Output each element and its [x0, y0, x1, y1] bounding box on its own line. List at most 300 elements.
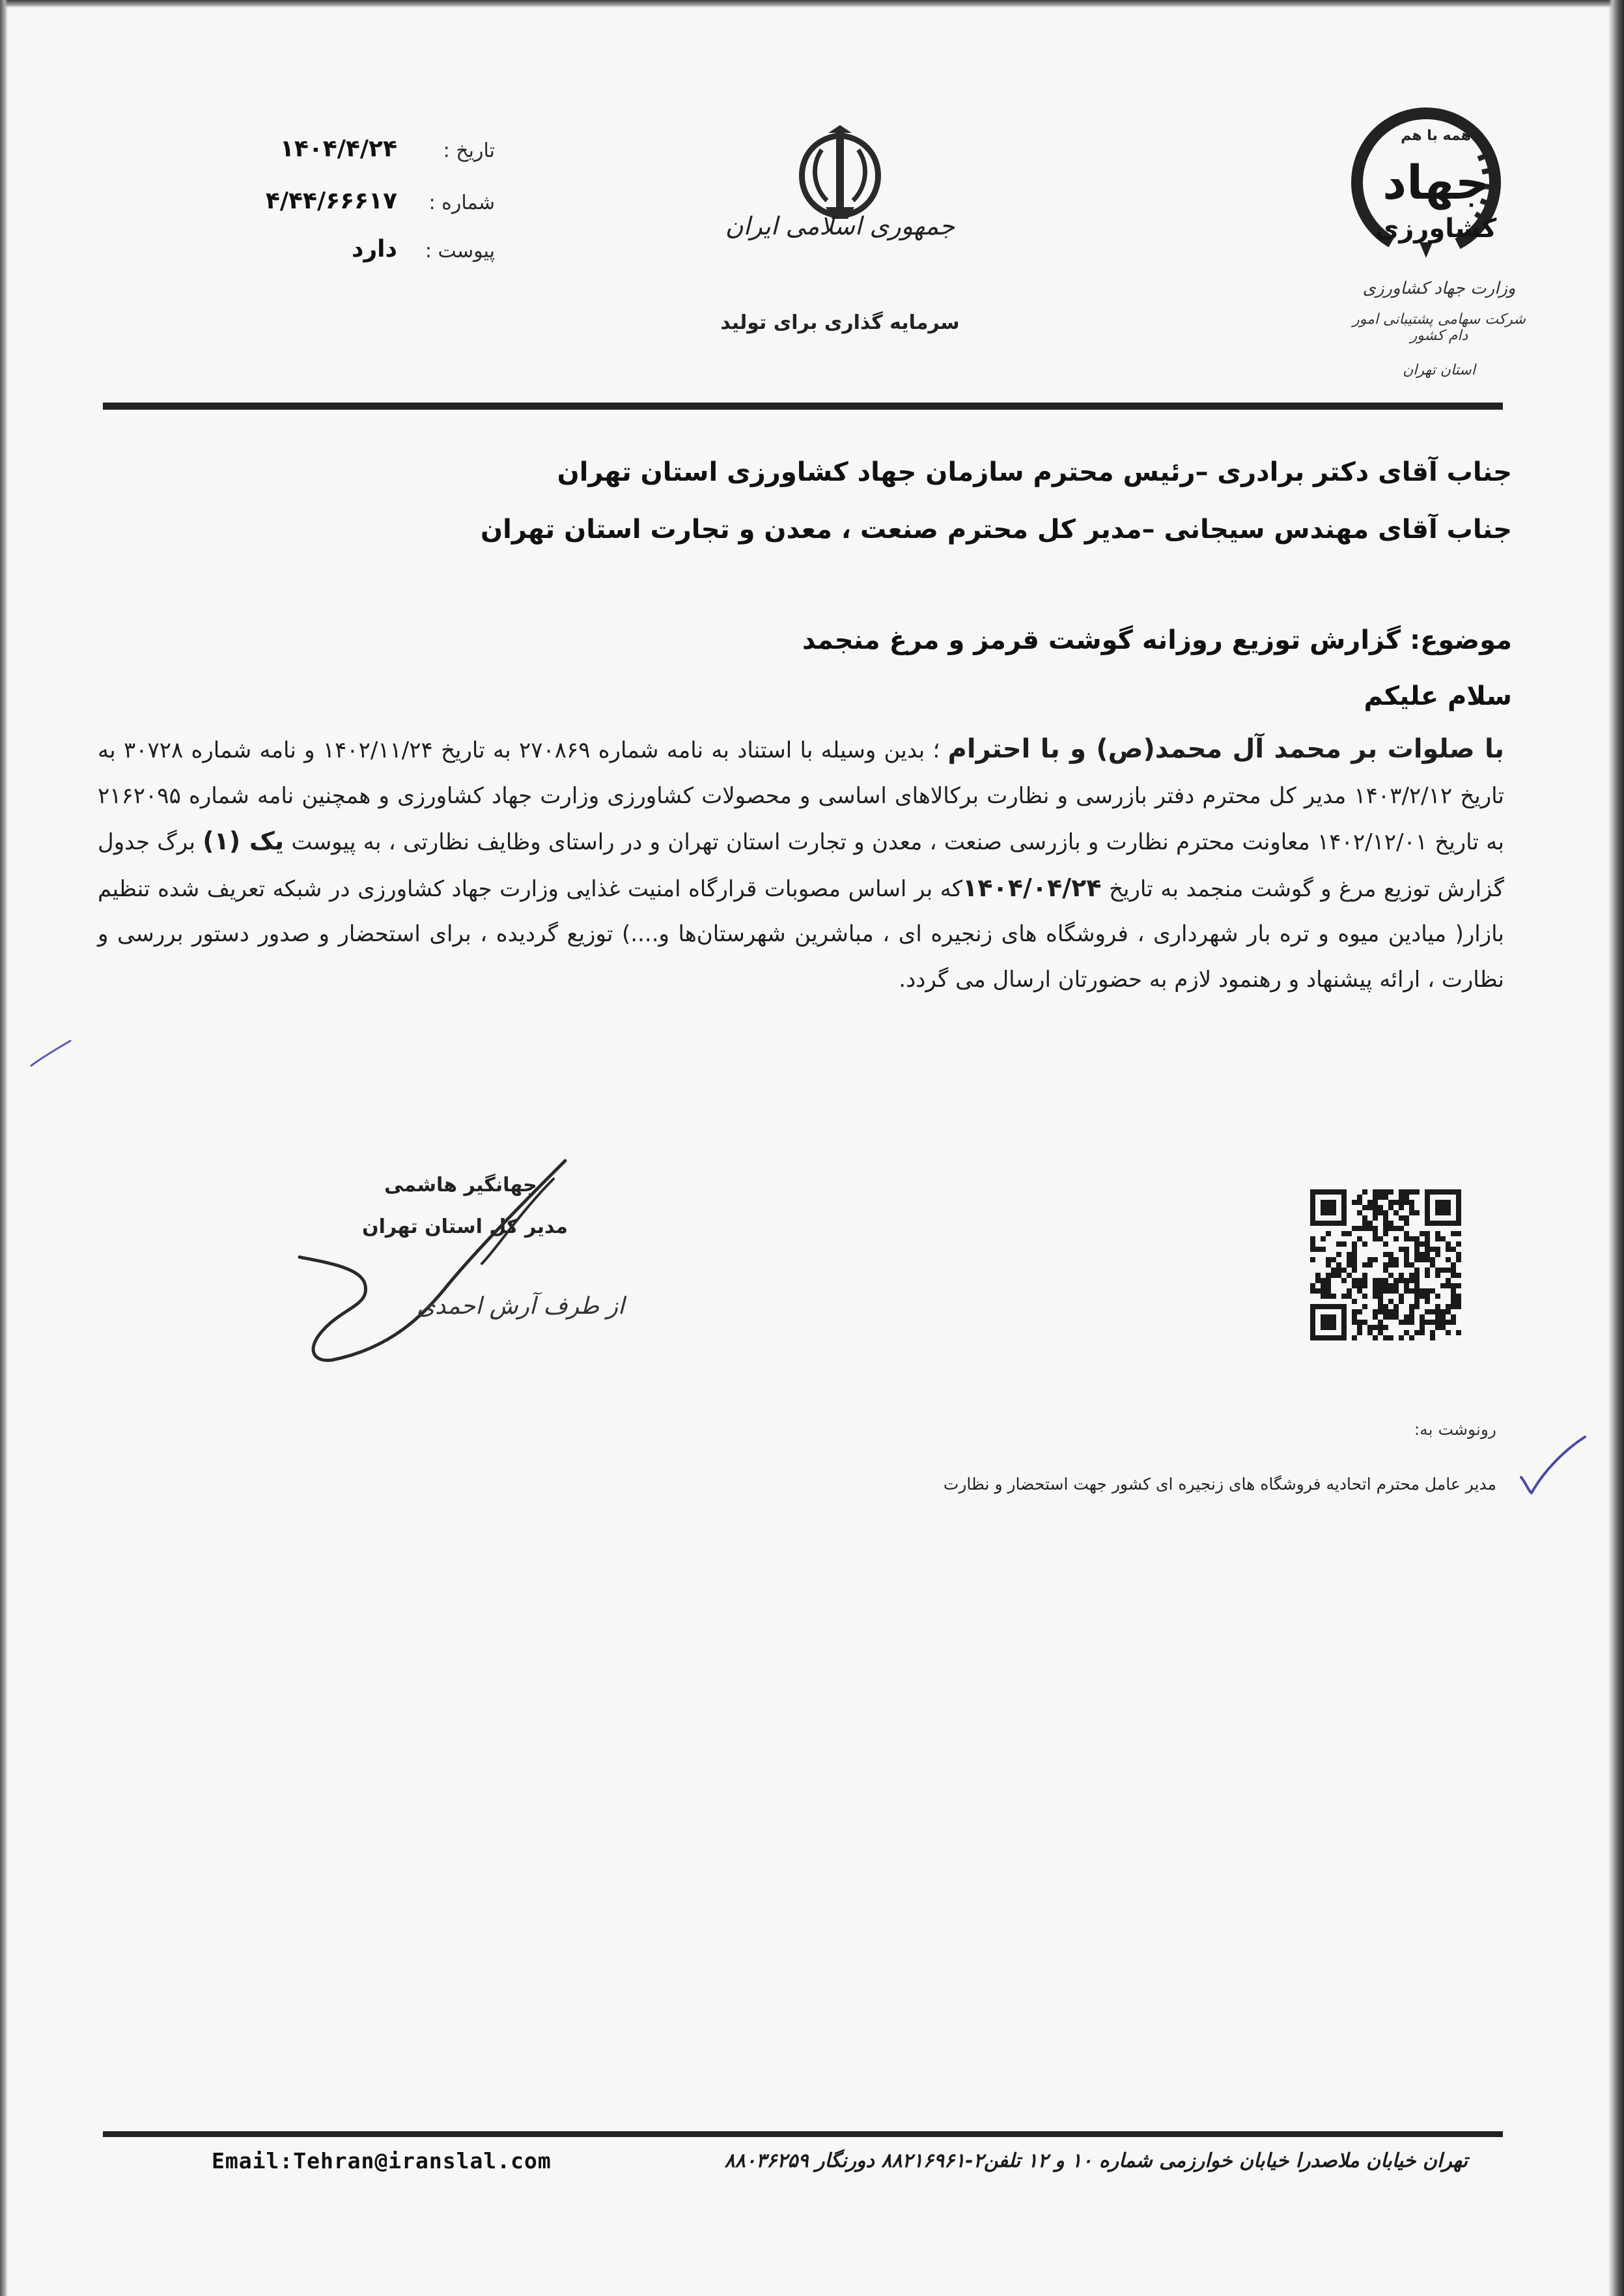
qr-module	[1310, 1330, 1315, 1335]
qr-module	[1326, 1273, 1331, 1278]
qr-module	[1435, 1309, 1440, 1314]
qr-module	[1321, 1200, 1326, 1205]
qr-module	[1357, 1325, 1362, 1330]
qr-module	[1456, 1221, 1461, 1226]
qr-module	[1378, 1283, 1383, 1288]
qr-module	[1409, 1288, 1414, 1294]
qr-module	[1393, 1283, 1399, 1288]
qr-module	[1451, 1288, 1456, 1294]
qr-module	[1399, 1273, 1404, 1278]
qr-module	[1456, 1215, 1461, 1221]
qr-module	[1315, 1221, 1321, 1226]
qr-module	[1310, 1195, 1315, 1200]
qr-module	[1435, 1221, 1440, 1226]
qr-module	[1362, 1294, 1367, 1299]
qr-module	[1404, 1200, 1409, 1205]
qr-module	[1435, 1325, 1440, 1330]
date-row	[156, 135, 495, 172]
qr-module	[1352, 1283, 1357, 1288]
qr-module	[1336, 1262, 1341, 1268]
qr-module	[1321, 1210, 1326, 1215]
qr-module	[1399, 1215, 1404, 1221]
emblem-caption: جمهوری اسلامی ایران	[725, 212, 955, 240]
qr-module	[1310, 1304, 1315, 1309]
qr-module	[1420, 1314, 1425, 1320]
qr-module	[1414, 1210, 1420, 1215]
qr-module	[1435, 1205, 1440, 1210]
qr-module	[1347, 1288, 1352, 1294]
qr-module	[1440, 1236, 1446, 1241]
qr-module	[1362, 1320, 1367, 1325]
qr-module	[1326, 1304, 1331, 1309]
qr-module	[1409, 1210, 1414, 1215]
qr-module	[1388, 1283, 1393, 1288]
qr-module	[1420, 1320, 1425, 1325]
qr-module	[1399, 1189, 1404, 1195]
qr-code-graphic	[1310, 1189, 1461, 1340]
qr-module	[1383, 1288, 1388, 1294]
cc-label: رونوشت به:	[1414, 1420, 1496, 1439]
body-part-1: ؛ بدین وسیله با استناد به نامه شماره ۲۷۰۸۶۹ به تاریخ ۱۴۰۲/۱۱/۲۴ و نامه شماره ۳۰۷۲۸ به تاریخ ۱۴۰۳/۲/۱۲ مدیر کل محترم دفتر بازرسی و نظارت برکالاهای اساسی و محصولات کشاورزی وزارت جهاد کشاورزی و همچنین نامه شماره ۲۱۶۲۰۹۵ به تاریخ ۱۴۰۲/۱۲/۰۱ معاونت محترم نظارت و بازرسی صنعت ، معدن و تجارت استان تهران و در راستای وظایف نظارتی ، به پیوست	[98, 737, 1504, 855]
body-report-date: ۱۴۰۴/۰۴/۲۴	[962, 873, 1102, 902]
qr-module	[1388, 1200, 1393, 1205]
qr-module	[1352, 1299, 1357, 1304]
qr-module	[1341, 1320, 1347, 1325]
qr-module	[1404, 1278, 1409, 1283]
qr-module	[1367, 1330, 1373, 1335]
qr-module	[1326, 1231, 1331, 1236]
qr-module	[1399, 1335, 1404, 1340]
qr-module	[1347, 1262, 1352, 1268]
qr-module	[1430, 1309, 1435, 1314]
qr-module	[1430, 1288, 1435, 1294]
qr-module	[1341, 1195, 1347, 1200]
qr-module	[1388, 1299, 1393, 1304]
qr-module	[1378, 1304, 1383, 1309]
qr-module	[1393, 1200, 1399, 1205]
qr-module	[1367, 1262, 1373, 1268]
qr-module	[1409, 1236, 1414, 1241]
qr-module	[1326, 1257, 1331, 1262]
qr-module	[1310, 1200, 1315, 1205]
qr-module	[1378, 1288, 1383, 1294]
qr-module	[1326, 1288, 1331, 1294]
qr-module	[1404, 1320, 1409, 1325]
qr-module	[1310, 1221, 1315, 1226]
scan-border-top	[0, 0, 1624, 8]
qr-module	[1456, 1257, 1461, 1262]
qr-module	[1425, 1273, 1430, 1278]
qr-module	[1326, 1205, 1331, 1210]
qr-module	[1435, 1314, 1440, 1320]
qr-module	[1425, 1189, 1430, 1195]
letter-body	[98, 727, 1504, 1002]
qr-module	[1310, 1335, 1315, 1340]
qr-module	[1430, 1335, 1435, 1340]
qr-module	[1352, 1257, 1357, 1262]
qr-module	[1393, 1314, 1399, 1320]
body-part-2: برگ جدول گزارش توزیع مرغ و گوشت منجمد به تاریخ	[98, 829, 1504, 902]
qr-module	[1425, 1215, 1430, 1221]
qr-module	[1420, 1330, 1425, 1335]
qr-module	[1362, 1304, 1367, 1309]
qr-module	[1310, 1210, 1315, 1215]
qr-module	[1310, 1257, 1315, 1262]
qr-module	[1409, 1309, 1414, 1314]
qr-module	[1315, 1304, 1321, 1309]
qr-module	[1331, 1189, 1336, 1195]
qr-module	[1357, 1283, 1362, 1288]
qr-module	[1331, 1314, 1336, 1320]
qr-module	[1341, 1325, 1347, 1330]
qr-module	[1404, 1262, 1409, 1268]
qr-module	[1393, 1278, 1399, 1283]
qr-module	[1352, 1335, 1357, 1340]
qr-module	[1404, 1236, 1409, 1241]
qr-module	[1347, 1294, 1352, 1299]
qr-module	[1404, 1288, 1409, 1294]
body-lead: با صلوات بر محمد آل محمد(ص) و با احترام	[947, 734, 1505, 764]
qr-module	[1409, 1320, 1414, 1325]
qr-module	[1378, 1205, 1383, 1210]
qr-module	[1425, 1195, 1430, 1200]
qr-module	[1440, 1200, 1446, 1205]
qr-module	[1336, 1304, 1341, 1309]
qr-module	[1425, 1200, 1430, 1205]
qr-module	[1420, 1294, 1425, 1299]
qr-module	[1409, 1200, 1414, 1205]
qr-module	[1347, 1257, 1352, 1262]
qr-module	[1326, 1283, 1331, 1288]
qr-module	[1435, 1210, 1440, 1215]
qr-module	[1341, 1268, 1347, 1273]
qr-module	[1321, 1288, 1326, 1294]
qr-module	[1446, 1247, 1451, 1252]
qr-module	[1409, 1314, 1414, 1320]
signatory-name: جهانگیر هاشمی	[384, 1174, 537, 1197]
qr-module	[1310, 1247, 1315, 1252]
qr-module	[1378, 1299, 1383, 1304]
qr-module	[1456, 1231, 1461, 1236]
qr-module	[1456, 1283, 1461, 1288]
qr-module	[1446, 1309, 1451, 1314]
qr-module	[1352, 1241, 1357, 1247]
qr-module	[1321, 1325, 1326, 1330]
qr-module	[1331, 1268, 1336, 1273]
qr-module	[1425, 1288, 1430, 1294]
qr-module	[1315, 1273, 1321, 1278]
qr-module	[1388, 1205, 1393, 1210]
qr-module	[1310, 1189, 1315, 1195]
qr-module	[1430, 1189, 1435, 1195]
qr-module	[1315, 1189, 1321, 1195]
qr-module	[1383, 1195, 1388, 1200]
qr-module	[1451, 1294, 1456, 1299]
qr-module	[1456, 1330, 1461, 1335]
body-attachment-count: یک (۱)	[203, 827, 285, 855]
qr-module	[1373, 1314, 1378, 1320]
qr-module	[1456, 1189, 1461, 1195]
qr-module	[1341, 1200, 1347, 1205]
qr-module	[1373, 1205, 1378, 1210]
qr-module	[1373, 1226, 1378, 1231]
logo-sub-text: کشاورزی	[1375, 214, 1497, 244]
addressee-2: جناب آقای مهندس سیجانی –مدیر کل محترم صنعت ، معدن و تجارت استان تهران	[481, 515, 1512, 545]
qr-module	[1352, 1309, 1357, 1314]
jihad-keshavarzi-logo-icon	[1341, 104, 1530, 293]
qr-module	[1362, 1278, 1367, 1283]
qr-module	[1357, 1210, 1362, 1215]
qr-module	[1321, 1278, 1326, 1283]
qr-module	[1435, 1273, 1440, 1278]
qr-module	[1414, 1294, 1420, 1299]
qr-module	[1440, 1221, 1446, 1226]
qr-module	[1435, 1268, 1440, 1273]
body-part-3: که بر اساس مصوبات قرارگاه امنیت غذایی وزارت جهاد کشاورزی در شبکه تعریف شده تنظیم بازار( میادین میوه و تره بار شهرداری ، فروشگاه های زنجیره ای ، مباشرین شهرستان‌ها و....) توزیع گردیده ، برای استحضار و صدور دستور بررسی و نظارت ، ارائه پیشنهاد و رهنمود لازم به حضورتان ارسال می گردد.	[98, 875, 1504, 993]
qr-module	[1362, 1215, 1367, 1221]
qr-module	[1341, 1221, 1347, 1226]
qr-module	[1404, 1257, 1409, 1262]
qr-module	[1367, 1221, 1373, 1226]
qr-module	[1399, 1299, 1404, 1304]
qr-module	[1331, 1257, 1336, 1262]
qr-module	[1399, 1226, 1404, 1231]
subject-line: موضوع: گزارش توزیع روزانه گوشت قرمز و مرغ منجمد	[802, 625, 1512, 655]
qr-module	[1456, 1304, 1461, 1309]
qr-module	[1388, 1314, 1393, 1320]
qr-module	[1357, 1309, 1362, 1314]
qr-module	[1378, 1189, 1383, 1195]
qr-module	[1310, 1236, 1315, 1241]
qr-module	[1414, 1247, 1420, 1252]
qr-module	[1414, 1268, 1420, 1273]
qr-module	[1420, 1257, 1425, 1262]
qr-module	[1456, 1195, 1461, 1200]
qr-module	[1331, 1273, 1336, 1278]
qr-module	[1383, 1309, 1388, 1314]
qr-module	[1414, 1304, 1420, 1309]
qr-module	[1331, 1320, 1336, 1325]
qr-module	[1357, 1195, 1362, 1200]
qr-module	[1378, 1325, 1383, 1330]
date-label: تاریخ :	[443, 139, 495, 162]
qr-module	[1362, 1241, 1367, 1247]
qr-module	[1326, 1320, 1331, 1325]
qr-module	[1352, 1314, 1357, 1320]
qr-module	[1420, 1241, 1425, 1247]
qr-module	[1399, 1205, 1404, 1210]
qr-module	[1310, 1314, 1315, 1320]
qr-module	[1362, 1189, 1367, 1195]
qr-module	[1326, 1189, 1331, 1195]
qr-module	[1352, 1252, 1357, 1257]
qr-module	[1336, 1335, 1341, 1340]
qr-module	[1404, 1231, 1409, 1236]
qr-module	[1373, 1325, 1378, 1330]
qr-module	[1404, 1330, 1409, 1335]
qr-module	[1399, 1247, 1404, 1252]
qr-module	[1440, 1189, 1446, 1195]
qr-module	[1451, 1221, 1456, 1226]
scan-border-left	[0, 0, 8, 2296]
qr-module	[1425, 1236, 1430, 1241]
qr-module	[1435, 1320, 1440, 1325]
qr-module	[1341, 1205, 1347, 1210]
qr-module	[1341, 1304, 1347, 1309]
qr-module	[1341, 1215, 1347, 1221]
qr-module	[1409, 1278, 1414, 1283]
qr-module	[1420, 1231, 1425, 1236]
qr-module	[1425, 1241, 1430, 1247]
qr-module	[1357, 1200, 1362, 1205]
qr-module	[1456, 1273, 1461, 1278]
qr-module	[1420, 1288, 1425, 1294]
qr-module	[1383, 1283, 1388, 1288]
qr-module	[1352, 1268, 1357, 1273]
company-name: شرکت سهامی پشتیبانی امور دام کشور	[1352, 311, 1526, 344]
qr-module	[1336, 1273, 1341, 1278]
qr-module	[1378, 1294, 1383, 1299]
qr-module	[1414, 1278, 1420, 1283]
qr-module	[1388, 1262, 1393, 1268]
qr-module	[1357, 1320, 1362, 1325]
qr-module	[1404, 1215, 1409, 1221]
qr-code-icon	[1310, 1189, 1461, 1340]
qr-module	[1388, 1335, 1393, 1340]
qr-module	[1373, 1278, 1378, 1283]
qr-module	[1341, 1241, 1347, 1247]
qr-module	[1373, 1236, 1378, 1241]
qr-module	[1357, 1226, 1362, 1231]
qr-module	[1321, 1205, 1326, 1210]
qr-module	[1315, 1335, 1321, 1340]
qr-module	[1341, 1231, 1347, 1236]
margin-mark-icon	[29, 1038, 74, 1068]
qr-module	[1393, 1236, 1399, 1241]
qr-module	[1446, 1320, 1451, 1325]
scan-border-right	[1608, 0, 1624, 2296]
signature-on-behalf: از طرف آرش احمدی	[417, 1293, 625, 1320]
qr-module	[1383, 1210, 1388, 1215]
qr-module	[1383, 1335, 1388, 1340]
qr-module	[1383, 1268, 1388, 1273]
qr-module	[1456, 1241, 1461, 1247]
qr-module	[1331, 1205, 1336, 1210]
qr-module	[1446, 1304, 1451, 1309]
qr-module	[1331, 1325, 1336, 1330]
logo-ring-text: همه با هم	[1401, 128, 1471, 144]
qr-module	[1331, 1304, 1336, 1309]
qr-module	[1435, 1231, 1440, 1236]
qr-module	[1362, 1273, 1367, 1278]
qr-module	[1331, 1335, 1336, 1340]
qr-module	[1425, 1257, 1430, 1262]
qr-module	[1373, 1309, 1378, 1314]
qr-module	[1404, 1252, 1409, 1257]
qr-module	[1341, 1189, 1347, 1195]
qr-module	[1399, 1320, 1404, 1325]
qr-module	[1383, 1215, 1388, 1221]
qr-module	[1425, 1252, 1430, 1257]
qr-module	[1341, 1314, 1347, 1320]
qr-module	[1310, 1325, 1315, 1330]
qr-module	[1414, 1241, 1420, 1247]
signature-stroke-icon	[287, 1153, 612, 1368]
qr-module	[1440, 1325, 1446, 1330]
qr-module	[1451, 1247, 1456, 1252]
qr-module	[1321, 1314, 1326, 1320]
qr-module	[1373, 1210, 1378, 1215]
qr-module	[1341, 1294, 1347, 1299]
qr-module	[1446, 1257, 1451, 1262]
qr-module	[1388, 1221, 1393, 1226]
qr-module	[1367, 1325, 1373, 1330]
qr-module	[1321, 1189, 1326, 1195]
qr-module	[1341, 1278, 1347, 1283]
qr-module	[1321, 1304, 1326, 1309]
qr-module	[1388, 1252, 1393, 1257]
attachment-value: دارد	[351, 236, 397, 262]
qr-module	[1367, 1257, 1373, 1262]
qr-module	[1409, 1189, 1414, 1195]
qr-module	[1383, 1304, 1388, 1309]
qr-module	[1326, 1294, 1331, 1299]
qr-module	[1409, 1273, 1414, 1278]
qr-module	[1378, 1309, 1383, 1314]
qr-module	[1399, 1294, 1404, 1299]
qr-module	[1393, 1262, 1399, 1268]
qr-module	[1388, 1309, 1393, 1314]
qr-module	[1425, 1268, 1430, 1273]
qr-module	[1310, 1215, 1315, 1221]
qr-module	[1321, 1335, 1326, 1340]
qr-module	[1440, 1283, 1446, 1288]
qr-module	[1352, 1247, 1357, 1252]
qr-module	[1446, 1278, 1451, 1283]
qr-module	[1425, 1294, 1430, 1299]
qr-module	[1435, 1304, 1440, 1309]
qr-module	[1357, 1288, 1362, 1294]
qr-module	[1326, 1278, 1331, 1283]
qr-module	[1425, 1247, 1430, 1252]
qr-module	[1373, 1335, 1378, 1340]
qr-module	[1357, 1330, 1362, 1335]
qr-module	[1315, 1288, 1321, 1294]
province-name: استان تهران	[1403, 362, 1476, 378]
footer-divider	[103, 2131, 1503, 2137]
qr-module	[1446, 1210, 1451, 1215]
qr-module	[1430, 1262, 1435, 1268]
qr-module	[1440, 1205, 1446, 1210]
qr-module	[1435, 1252, 1440, 1257]
qr-module	[1383, 1325, 1388, 1330]
qr-module	[1336, 1268, 1341, 1273]
qr-module	[1393, 1288, 1399, 1294]
qr-module	[1362, 1283, 1367, 1288]
qr-module	[1357, 1278, 1362, 1283]
qr-module	[1321, 1294, 1326, 1299]
qr-module	[1456, 1252, 1461, 1257]
qr-module	[1404, 1221, 1409, 1226]
qr-module	[1440, 1320, 1446, 1325]
qr-module	[1456, 1200, 1461, 1205]
qr-module	[1326, 1210, 1331, 1215]
qr-module	[1315, 1247, 1321, 1252]
qr-module	[1310, 1288, 1315, 1294]
qr-module	[1378, 1210, 1383, 1215]
qr-module	[1388, 1189, 1393, 1195]
qr-module	[1388, 1226, 1393, 1231]
